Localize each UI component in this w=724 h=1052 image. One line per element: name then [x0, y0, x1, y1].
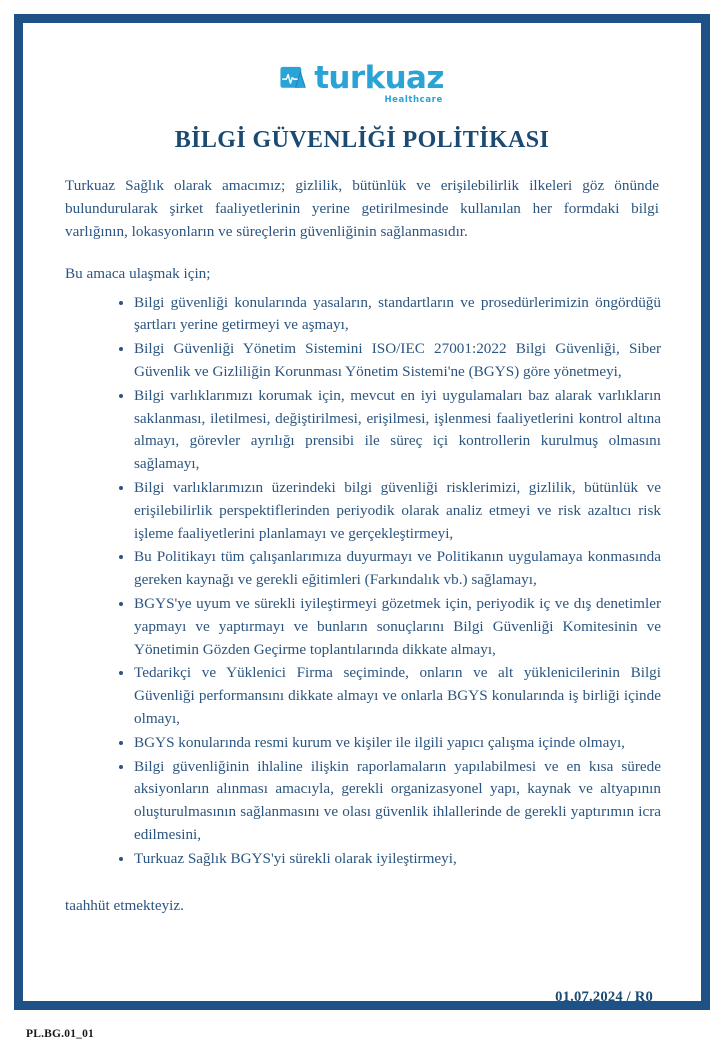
list-item: Turkuaz Sağlık BGYS'yi sürekli olarak iyileştirmeyi,	[119, 848, 661, 871]
list-item: Bu Politikayı tüm çalışanlarımıza duyurmayı ve Politikanın uygulamaya konmasında gereken kaynağı ve gerekli eğitimleri (Farkındalık vb.) sağlamayı,	[119, 546, 661, 592]
revision-date: 01.07.2024 / R0	[555, 989, 653, 1006]
logo-lockup	[280, 60, 444, 105]
document-page-frame	[14, 14, 710, 1010]
list-item: Bilgi güvenliği konularında yasaların, standartların ve prosedürlerimizin öngördüğü şartları yerine getirmeyi ve aşmayı,	[119, 292, 661, 338]
document-body	[23, 23, 701, 1006]
logo-wordmark: turkuaz	[314, 60, 444, 96]
list-item: BGYS'ye uyum ve sürekli iyileştirmeyi gözetmek için, periyodik iç ve dış denetimler yapmayı ve yaptırmayı ve bunların sonuçlarını Bilgi Güvenliği Komitesinin ve Yönetimin Gözden Geçirme toplantılarında dikkate almayı,	[119, 593, 661, 661]
turkuaz-pulse-logo-icon	[280, 66, 309, 95]
list-item: Bilgi Güvenliği Yönetim Sistemini ISO/IEC 27001:2022 Bilgi Güvenliği, Siber Güvenlik ve Gizliliğin Korunması Yönetim Sistemi'ne (BGYS) göre yönetmeyi,	[119, 338, 661, 384]
lead-paragraph: Bu amaca ulaşmak için;	[65, 264, 211, 282]
closing-paragraph: taahhüt etmekteyiz.	[65, 896, 184, 914]
list-item: Bilgi güvenliğinin ihlaline ilişkin raporlamaların yapılabilmesi ve en kısa sürede aksiyonların alınması amacıyla, gerekli organizasyonel yapı, kaynak ve altyapının oluşturulmasının sağlanmasını ve olası güvenlik ihlallerinde de gerekli yaptırımın icra edilmesini,	[119, 756, 661, 847]
logo-text	[314, 60, 444, 105]
page-title: BİLGİ GÜVENLİĞİ POLİTİKASI	[174, 126, 550, 153]
footer-document-code: PL.BG.01_01	[26, 1028, 95, 1040]
list-item: Tedarikçi ve Yüklenici Firma seçiminde, onların ve alt yüklenicilerinin Bilgi Güvenliği performansını dikkate almayı ve onlarla BGYS konularında iş birliği içinde olmayı,	[119, 662, 661, 730]
list-item: BGYS konularında resmi kurum ve kişiler ile ilgili yapıcı çalışma içinde olmayı,	[119, 732, 661, 755]
company-logo	[53, 60, 671, 105]
list-item: Bilgi varlıklarımızı korumak için, mevcut en iyi uygulamaları baz alarak varlıkların saklanması, iletilmesi, değiştirilmesi, erişilmesi, işlenmesi faaliyetlerini kontrol altına almayı, görevler ayrılığı prensibi ile süreç içi kontrollerin kurulmuş olmasını sağlamayı,	[119, 385, 661, 476]
intro-paragraph: Turkuaz Sağlık olarak amacımız; gizlilik, bütünlük ve erişilebilirlik ilkeleri göz önünde bulundurularak şirket faaliyetlerinin yerine getirilmesinde kullanılan her formdaki bilgi varlığının, lokasyonların ve süreçlerin güvenliğinin sağlanmasıdır.	[65, 176, 659, 240]
policy-commitment-list	[53, 292, 671, 871]
logo-subtitle: Healthcare	[384, 95, 443, 105]
list-item: Bilgi varlıklarımızın üzerindeki bilgi güvenliği risklerimizi, gizlilik, bütünlük ve erişilebilirlik perspektiflerinden periyodik olarak analiz etmeyi ve risk azaltıcı risk işleme faaliyetlerini planlamayı ve gerçekleştirmeyi,	[119, 477, 661, 545]
